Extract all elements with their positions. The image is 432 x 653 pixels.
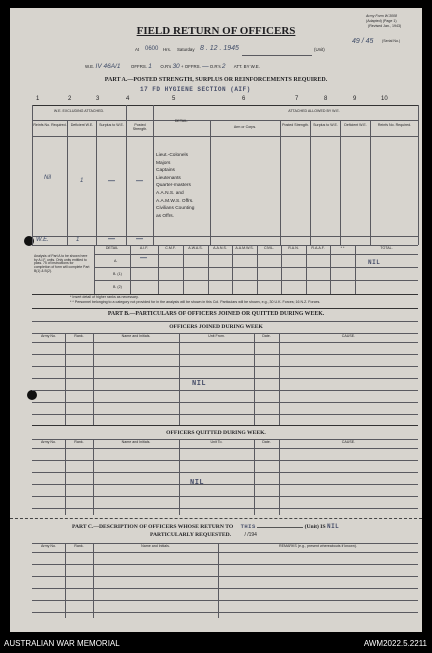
offrs2-label: OFFRS. [184,64,201,69]
surplus-value: — [108,178,115,185]
plus-sign: + [180,64,184,69]
rank-qm: Quarter-masters [156,183,191,189]
rank-lt-col: Lieut.-Colonels [156,153,188,158]
serial-no-label: (Serial No.) [382,39,401,43]
army-form-number: Army Form W.3008 [366,14,398,18]
unit-stamp: 17 FD HYGIENE SECTION (AIF) [140,86,251,93]
archive-caption [0,632,432,653]
rank-list [156,152,194,220]
we-line [85,63,385,70]
posted-value: — [136,178,143,185]
col-surplus2: Surplus to W.E. [313,123,338,127]
particularly-requested: PARTICULARLY REQUESTED. / /194 [150,532,257,538]
rank-aamws: A.A.M.W.S. Offrs. [156,198,194,204]
offrs2-value: — [202,63,209,70]
deficient-value: 1 [80,178,84,184]
quitted-header-row: Army No. Rank. Name and Initials. Unit To. Date. CAUSE. [41,440,356,444]
day-value: Saturday [177,47,195,52]
col-posted: Posted Strength. [132,123,148,131]
rank-civilians-2: as Offrs. [156,213,175,219]
form-page [10,8,422,632]
analysis-total-a: NIL [368,259,381,266]
rank-aans: A.A.N.S. and [156,190,184,196]
date-value: 8 . 12 . 1945 [200,45,239,52]
col-reinfs2: Reinfs No. Required. [377,123,412,127]
we-total-surplus: — [108,236,115,243]
part-c-heading [72,523,339,530]
quitted-nil: NIL [190,479,205,487]
unit-is-label: (Unit) IS [304,524,326,530]
ors-value: 30 [172,63,180,70]
part-a-heading: PART A.—POSTED STRENGTH, SURPLUS OR REINFORCEMENTS REQUIRED. [104,77,328,83]
unit-label: (Unit) [314,47,325,52]
we-total-label: W.E. [36,237,49,243]
at-label: At [135,47,140,52]
column-numbers: 1 2 3 4 5 6 7 8 9 10 [36,96,388,102]
we-total-posted: — [136,236,143,243]
group-we-header: W.E. EXCLUDING ATTACHED. [53,109,105,113]
col-posted2: Posted Strength. [282,123,309,127]
rank-lieutenant: Lieutenants [156,175,181,181]
analysis-row-b2: B. (2) [113,285,122,289]
analysis-row-b1: B. (1) [113,272,122,276]
unit-is-value: NIL [326,523,340,530]
joined-heading: OFFICERS JOINED DURING WEEK [169,324,263,330]
analysis-note: Analysis of Part A to be shown here by A.I.F. units. Only units entitled to pass. 75 of instructions for completion of form will complete Part B(1) & B(2). [34,254,90,273]
offrs-value: 1 [148,63,152,70]
part-c-heading-start: PART C.—DESCRIPTION OF OFFICERS WHOSE RETURN TO [72,524,234,530]
date-blank: / /194 [244,532,257,538]
caption-right: AWM2022.5.2211 [363,639,427,648]
col-surplus: Surplus to W.E. [99,123,124,127]
att-label: ATT. BY W.E. [233,64,260,69]
col-arm: Arm or Corps. [233,125,257,129]
ors2-label: O.R's [209,64,221,69]
footnote-1: * Insert detail of higher ranks as necessary. [70,295,139,299]
col-reinfs: Reinfs No. Required. [33,123,67,127]
part-b-heading: PART B.—PARTICULARS OF OFFICERS JOINED OR QUITTED DURING WEEK. [107,311,325,317]
punch-hole-bottom [27,390,37,400]
col-deficient2: Deficient W.E. [344,123,367,127]
joined-header-row: Army No. Rank. Name and Initials. Unit From. Date. CAUSE. [41,334,356,338]
col-deficient: Deficient W.E. [70,123,94,127]
analysis-header-row: DETAIL A.I.F. C.M.F. A.W.A.S. A.A.N.S. A.A.M.W.S. CIVIL. R.A.N. R.A.A.F. * * TOTAL. [105,246,393,250]
rank-captain: Captains [156,168,175,174]
revised-label: (Revised Jan., 1943) [368,24,402,28]
ors2-value: 2 [221,63,226,70]
joined-nil: NIL [192,380,207,388]
analysis-aif-a: — [140,255,147,262]
group-att-header: ATTACHED ALLOWED BY W.E. [288,109,340,113]
serial-no-value: 49 / 45 [352,38,374,45]
offrs-label: OFFRS. [130,64,148,69]
reinfs-value: Nil [44,175,51,181]
form-title: FIELD RETURN OF OFFICERS [136,25,296,37]
detail-header: DETAIL. [174,119,189,123]
we-label: W.E. [85,64,95,69]
tear-line [10,518,422,519]
we-total-value: 1 [76,237,80,243]
part-c-header-row: Army No. Rank. Name and Initials. REMARKS (e.g., present whereabouts if known). [41,544,357,548]
caption-left: AUSTRALIAN WAR MEMORIAL [4,639,120,648]
ors-label: O.R's [160,64,172,69]
footnote-2: * * Personnel belonging to a category not provided for in the analysis will be shown in this Col. Particulars will be shown, e.g., 30 U.K. Forces; 16 N.Z. Forces. [70,300,321,304]
adapted-label: (Adapted) (Page 1) [366,19,397,23]
analysis-row-a: A. [114,259,118,263]
return-to-value: THIS [240,523,256,530]
rank-civilians: Civilians Counting [156,206,195,212]
time-value: 0600 [145,46,159,52]
quitted-heading: OFFICERS QUITTED DURING WEEK. [166,430,266,436]
hrs-label: Hrs. [163,47,172,52]
rank-major: Majors [156,160,171,166]
we-value: IV 46A/1 [95,63,121,70]
